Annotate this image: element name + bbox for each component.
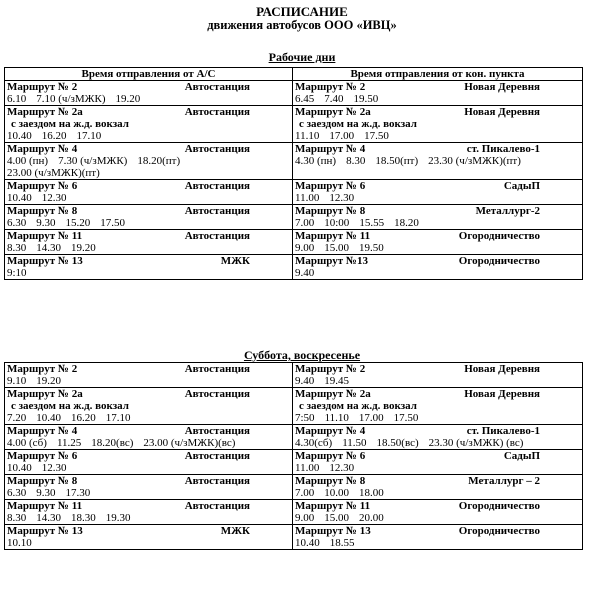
departure-times — [7, 130, 290, 142]
departure-times — [7, 537, 290, 549]
schedule-row — [5, 500, 583, 525]
departure-time: 7:50 — [295, 412, 315, 424]
route-cell-left — [5, 205, 293, 230]
route-destination: Автостанция — [184, 143, 250, 155]
route-cell-left — [5, 363, 293, 388]
route-destination: МЖК — [220, 255, 250, 267]
departure-time: 15.55 — [359, 217, 385, 229]
route-header — [295, 255, 580, 267]
departure-time: 4.30 (пн) — [295, 155, 337, 167]
route-header — [295, 450, 580, 462]
departure-time: 19.20 — [115, 93, 141, 105]
route-cell-right — [293, 475, 583, 500]
departure-times — [295, 192, 580, 204]
route-header — [295, 363, 580, 375]
departure-time: 17.10 — [76, 130, 102, 142]
route-cell-left — [5, 106, 293, 143]
departure-time: 17.30 — [65, 487, 91, 499]
schedule-row — [5, 106, 583, 143]
route-cell-left — [5, 475, 293, 500]
departure-time: 6.30 — [7, 487, 27, 499]
route-destination: ст. Пикалево-1 — [466, 425, 540, 437]
route-name: Маршрут № 2а — [7, 388, 83, 400]
route-destination: СадыП — [503, 180, 540, 192]
departure-times — [295, 242, 580, 254]
route-name: Маршрут № 8 — [295, 205, 366, 217]
route-destination: ст. Пикалево-1 — [466, 143, 540, 155]
route-destination: Новая Деревня — [464, 388, 540, 400]
departure-times — [295, 375, 580, 387]
section-title-weekend: Суббота, воскресенье — [243, 348, 361, 362]
route-header — [295, 525, 580, 537]
departure-time: 9.30 — [36, 217, 56, 229]
route-name: Маршрут № 8 — [295, 475, 366, 487]
departure-times — [295, 462, 580, 474]
departure-time: 18.20(вс) — [91, 437, 134, 449]
route-header — [7, 81, 290, 93]
schedule-row — [5, 205, 583, 230]
schedule-row — [5, 425, 583, 450]
departure-time: 10.40 — [7, 192, 32, 204]
route-cell-right — [293, 180, 583, 205]
route-destination: Автостанция — [184, 81, 250, 93]
route-via-note: с заездом на ж.д. вокзал — [299, 400, 417, 412]
departure-time: 23.30 (ч/зМЖК) (вс) — [428, 437, 524, 449]
route-cell-right — [293, 106, 583, 143]
departure-time: 10.40 — [36, 412, 61, 424]
departure-times — [7, 437, 290, 449]
document-title: РАСПИСАНИЕ — [256, 4, 348, 19]
departure-time: 18.50(вс) — [376, 437, 419, 449]
departure-time: 9.40 — [295, 267, 315, 279]
route-cell-right — [293, 255, 583, 280]
departure-time: 11.00 — [295, 462, 320, 474]
route-header — [7, 205, 290, 217]
route-name: Маршрут № 8 — [7, 205, 78, 217]
route-header — [295, 425, 580, 437]
departure-time: 23.30 (ч/зМЖК)(пт) — [428, 155, 521, 167]
route-name: Маршрут № 11 — [7, 230, 83, 242]
departure-time: 7.00 — [295, 487, 315, 499]
route-cell-left — [5, 525, 293, 550]
departure-times — [7, 167, 290, 179]
schedule-row — [5, 81, 583, 106]
departure-time: 6.45 — [295, 93, 315, 105]
departure-time: 6.10 — [7, 93, 27, 105]
route-header — [295, 81, 580, 93]
departure-time: 15.00 — [324, 242, 349, 254]
route-destination: СадыП — [503, 450, 540, 462]
departure-times — [295, 217, 580, 229]
departure-time: 17.50 — [364, 130, 389, 142]
route-cell-right — [293, 363, 583, 388]
departure-time: 14.30 — [36, 242, 61, 254]
departure-times — [7, 462, 290, 474]
departure-time: 16.20 — [71, 412, 96, 424]
route-header — [7, 475, 290, 487]
route-name: Маршрут № 8 — [7, 475, 78, 487]
route-cell-right — [293, 81, 583, 106]
departure-time: 19.45 — [324, 375, 349, 387]
departure-time: 11.50 — [342, 437, 367, 449]
route-cell-left — [5, 81, 293, 106]
route-header — [295, 475, 580, 487]
departure-time: 14.30 — [36, 512, 61, 524]
route-name: Маршрут № 4 — [7, 425, 78, 437]
departure-time: 12.30 — [41, 462, 67, 474]
departure-time: 18.50(пт) — [375, 155, 419, 167]
route-header — [295, 106, 580, 118]
route-name: Маршрут № 6 — [7, 450, 78, 462]
route-header — [295, 143, 580, 155]
departure-time: 7.30 (ч/зМЖК) — [58, 155, 128, 167]
route-name: Маршрут № 2а — [295, 106, 371, 118]
departure-time: 19.50 — [353, 93, 379, 105]
departure-time: 7.20 — [7, 412, 27, 424]
departure-times — [7, 155, 290, 167]
route-destination: Автостанция — [184, 106, 250, 118]
departure-time: 17.10 — [105, 412, 131, 424]
departure-time: 10.10 — [7, 537, 32, 549]
departure-time: 11.00 — [295, 192, 320, 204]
departure-times — [7, 487, 290, 499]
departure-time: 9:10 — [7, 267, 27, 279]
route-cell-right — [293, 205, 583, 230]
departure-times — [295, 93, 580, 105]
route-destination: Металлург-2 — [475, 205, 540, 217]
departure-times — [7, 412, 290, 424]
route-name: Маршрут № 2 — [7, 363, 78, 375]
route-cell-left — [5, 388, 293, 425]
route-destination: Автостанция — [184, 475, 250, 487]
route-cell-left — [5, 180, 293, 205]
departure-times — [295, 437, 580, 449]
departure-time: 12.30 — [329, 462, 355, 474]
route-destination: Огородничество — [458, 255, 540, 267]
route-destination: Автостанция — [184, 230, 250, 242]
weekend-schedule-table — [4, 362, 583, 550]
schedule-row — [5, 388, 583, 425]
departure-time: 18.00 — [359, 487, 384, 499]
schedule-row — [5, 143, 583, 180]
route-name: Маршрут № 11 — [295, 230, 371, 242]
route-header — [295, 180, 580, 192]
route-header — [7, 106, 290, 118]
route-cell-right — [293, 230, 583, 255]
schedule-row — [5, 363, 583, 388]
departure-time: 18.20 — [394, 217, 419, 229]
route-destination: Огородничество — [458, 525, 540, 537]
route-header — [7, 450, 290, 462]
route-header — [7, 230, 290, 242]
weekday-schedule-table — [4, 67, 583, 280]
route-name: Маршрут № 13 — [295, 525, 371, 537]
departure-time: 12.30 — [329, 192, 355, 204]
departure-times — [7, 512, 290, 524]
route-name: Маршрут № 2а — [7, 106, 83, 118]
departure-time: 9.00 — [295, 242, 315, 254]
route-destination: Автостанция — [184, 450, 250, 462]
departure-time: 19.20 — [36, 375, 61, 387]
route-name: Маршрут № 11 — [7, 500, 83, 512]
route-header — [295, 205, 580, 217]
route-cell-left — [5, 143, 293, 180]
departure-time: 8.30 — [7, 242, 27, 254]
route-destination: Новая Деревня — [464, 363, 540, 375]
departure-time: 10.00 — [324, 487, 349, 499]
route-header — [7, 425, 290, 437]
route-header — [7, 363, 290, 375]
route-name: Маршрут № 6 — [295, 450, 366, 462]
departure-times — [7, 93, 290, 105]
departure-time: 9.40 — [295, 375, 315, 387]
departure-times — [7, 217, 290, 229]
route-destination: Автостанция — [184, 180, 250, 192]
departure-time: 9.10 — [7, 375, 27, 387]
route-name: Маршрут № 2 — [7, 81, 78, 93]
departure-time: 23.00 (ч/зМЖК)(вс) — [143, 437, 236, 449]
departure-time: 18.30 — [71, 512, 96, 524]
route-destination: Автостанция — [184, 500, 250, 512]
section-title-weekdays: Рабочие дни — [268, 50, 336, 64]
departure-time: 18.20(пт) — [137, 155, 181, 167]
departure-time: 10:00 — [324, 217, 350, 229]
route-destination: Новая Деревня — [464, 106, 540, 118]
departure-times — [7, 375, 290, 387]
departure-time: 7.40 — [324, 93, 344, 105]
departure-times — [7, 267, 290, 279]
departure-time: 19.20 — [71, 242, 96, 254]
route-name: Маршрут №13 — [295, 255, 368, 267]
departure-time: 7.00 — [295, 217, 315, 229]
route-header — [7, 525, 290, 537]
route-header — [7, 180, 290, 192]
route-header — [7, 388, 290, 400]
departure-times — [295, 412, 580, 424]
departure-time: 17.00 — [358, 412, 384, 424]
route-destination: Огородничество — [458, 500, 540, 512]
departure-time: 10.40 — [295, 537, 320, 549]
departure-time: 11.10 — [295, 130, 320, 142]
departure-time: 17.00 — [329, 130, 355, 142]
route-destination: Автостанция — [184, 363, 250, 375]
departure-time: 4.00 (сб) — [7, 437, 47, 449]
route-name: Маршрут № 2а — [295, 388, 371, 400]
route-header — [7, 255, 290, 267]
departure-time: 8.30 — [7, 512, 27, 524]
departure-times — [295, 537, 580, 549]
route-name: Маршрут № 4 — [7, 143, 78, 155]
route-cell-right — [293, 500, 583, 525]
departure-time: 11.25 — [56, 437, 82, 449]
route-cell-left — [5, 255, 293, 280]
route-header — [295, 500, 580, 512]
route-destination: Металлург – 2 — [468, 475, 540, 487]
departure-time: 18.55 — [329, 537, 355, 549]
route-name: Маршрут № 13 — [7, 525, 83, 537]
departure-time: 4.00 (пн) — [7, 155, 49, 167]
route-via-note: с заездом на ж.д. вокзал — [299, 118, 417, 130]
departure-times — [7, 242, 290, 254]
departure-time: 9.00 — [295, 512, 315, 524]
departure-time: 19.50 — [359, 242, 384, 254]
route-name: Маршрут № 4 — [295, 143, 366, 155]
route-cell-right — [293, 388, 583, 425]
departure-time: 10.40 — [7, 462, 32, 474]
schedule-row — [5, 230, 583, 255]
route-name: Маршрут № 11 — [295, 500, 371, 512]
departure-times — [295, 487, 580, 499]
departure-time: 11.10 — [324, 412, 349, 424]
document-subtitle: движения автобусов ООО «ИВЦ» — [207, 18, 397, 32]
departure-time: 6.30 — [7, 217, 27, 229]
route-destination: Автостанция — [184, 205, 250, 217]
departure-time: 8.30 — [346, 155, 366, 167]
schedule-row — [5, 180, 583, 205]
route-header — [295, 230, 580, 242]
departure-time: 9.30 — [36, 487, 56, 499]
route-via-note: с заездом на ж.д. вокзал — [11, 118, 129, 130]
route-destination: Новая Деревня — [464, 81, 540, 93]
route-name: Маршрут № 2 — [295, 81, 366, 93]
schedule-row — [5, 450, 583, 475]
departure-time: 15.20 — [65, 217, 91, 229]
column-header-departure-station: Время отправления от А/С — [5, 68, 293, 81]
departure-time: 17.50 — [393, 412, 419, 424]
schedule-row — [5, 255, 583, 280]
column-header-departure-terminal: Время отправления от кон. пункта — [293, 68, 583, 81]
route-destination: Автостанция — [184, 425, 250, 437]
departure-time: 19.30 — [105, 512, 131, 524]
schedule-row — [5, 525, 583, 550]
route-name: Маршрут № 6 — [7, 180, 78, 192]
route-name: Маршрут № 4 — [295, 425, 366, 437]
route-header — [295, 388, 580, 400]
route-cell-right — [293, 525, 583, 550]
departure-time: 23.00 (ч/зМЖК)(пт) — [7, 167, 100, 179]
departure-time: 16.20 — [41, 130, 67, 142]
route-destination: Автостанция — [184, 388, 250, 400]
departure-time: 4.30(сб) — [295, 437, 333, 449]
route-cell-right — [293, 143, 583, 180]
departure-time: 17.50 — [100, 217, 125, 229]
route-cell-left — [5, 425, 293, 450]
route-header — [7, 500, 290, 512]
route-name: Маршрут № 13 — [7, 255, 83, 267]
departure-time: 10.40 — [7, 130, 32, 142]
route-name: Маршрут № 6 — [295, 180, 366, 192]
departure-time: 15.00 — [324, 512, 349, 524]
route-cell-right — [293, 450, 583, 475]
departure-times — [295, 155, 580, 167]
route-name: Маршрут № 2 — [295, 363, 366, 375]
route-cell-left — [5, 230, 293, 255]
route-via-note: с заездом на ж.д. вокзал — [11, 400, 129, 412]
route-cell-right — [293, 425, 583, 450]
schedule-row — [5, 475, 583, 500]
departure-times — [295, 512, 580, 524]
departure-times — [7, 192, 290, 204]
route-cell-left — [5, 500, 293, 525]
departure-time: 7.10 (ч/зМЖК) — [36, 93, 106, 105]
departure-times — [295, 267, 580, 279]
departure-time: 20.00 — [359, 512, 384, 524]
departure-times — [295, 130, 580, 142]
route-cell-left — [5, 450, 293, 475]
route-header — [7, 143, 290, 155]
departure-time: 12.30 — [41, 192, 67, 204]
route-destination: Огородничество — [458, 230, 540, 242]
route-destination: МЖК — [220, 525, 250, 537]
